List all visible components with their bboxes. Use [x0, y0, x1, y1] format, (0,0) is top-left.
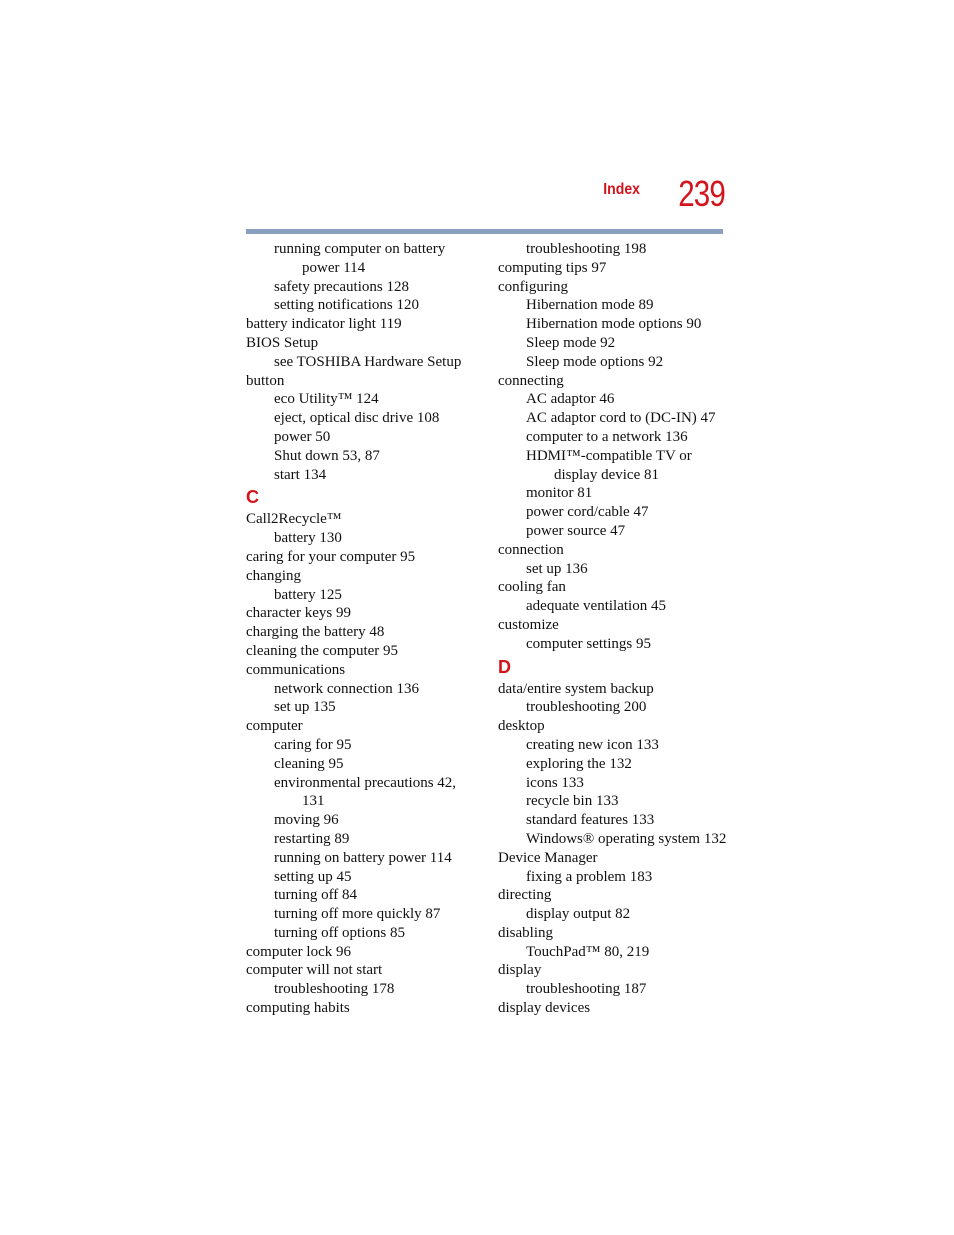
index-subentry: troubleshooting 187	[526, 981, 647, 998]
index-column-left	[246, 240, 486, 1018]
index-subentry: HDMI™-compatible TV or	[526, 447, 692, 464]
index-subentry: Windows® operating system 132	[526, 830, 727, 847]
section-title: Index	[603, 181, 640, 198]
index-entry: character keys 99	[246, 605, 351, 622]
index-subentry: setting notifications 120	[274, 297, 419, 314]
index-entry: caring for your computer 95	[246, 548, 416, 565]
index-subentry: fixing a problem 183	[526, 868, 653, 885]
page-number: 239	[678, 173, 725, 214]
index-subentry: Sleep mode options 92	[526, 353, 664, 370]
index-subentry: monitor 81	[526, 485, 593, 502]
index-subentry: Hibernation mode 89	[526, 297, 654, 314]
index-entry: BIOS Setup	[246, 334, 319, 351]
index-subentry: power cord/cable 47	[526, 504, 649, 521]
index-entry: connection	[498, 541, 564, 558]
index-entry: desktop	[498, 718, 545, 735]
index-subentry: battery 130	[274, 530, 342, 547]
index-entry: button	[246, 372, 285, 389]
header-rule	[246, 229, 723, 234]
index-subentry: TouchPad™ 80, 219	[526, 943, 650, 960]
index-subentry: icons 133	[526, 774, 584, 791]
index-subentry: battery 125	[274, 586, 342, 603]
index-entry: connecting	[498, 372, 564, 389]
index-subentry: set up 135	[274, 699, 336, 716]
index-subentry: power 50	[274, 428, 331, 445]
index-entry: disabling	[498, 924, 553, 941]
index-entry: computing tips 97	[498, 259, 607, 276]
index-subentry: AC adaptor 46	[526, 391, 615, 408]
index-subentry: restarting 89	[274, 830, 350, 847]
index-subentry: power 114	[302, 259, 366, 276]
index-subentry: troubleshooting 200	[526, 699, 647, 716]
index-entry: cleaning the computer 95	[246, 642, 399, 659]
index-entry: battery indicator light 119	[246, 316, 402, 333]
index-subentry: display device 81	[554, 466, 659, 483]
index-entry: display devices	[498, 1000, 591, 1017]
index-entry: computing habits	[246, 1000, 350, 1017]
index-entry: cooling fan	[498, 579, 566, 596]
index-entry: data/entire system backup	[498, 680, 654, 697]
index-subentry: Hibernation mode options 90	[526, 316, 702, 333]
index-subentry: troubleshooting 178	[274, 981, 395, 998]
index-entry: display	[498, 962, 542, 979]
index-entry: directing	[498, 887, 552, 904]
index-subentry: safety precautions 128	[274, 278, 409, 295]
index-subentry: environmental precautions 42,	[274, 774, 457, 791]
index-subentry: troubleshooting 198	[526, 241, 647, 257]
index-entry: communications	[246, 661, 346, 678]
index-subentry: setting up 45	[274, 868, 352, 885]
index-entry: customize	[498, 616, 559, 633]
index-letter-heading: D	[498, 656, 511, 677]
index-subentry: creating new icon 133	[526, 736, 659, 753]
index-subentry: standard features 133	[526, 812, 655, 829]
index-subentry: computer settings 95	[526, 635, 651, 652]
index-subentry: turning off 84	[274, 887, 358, 904]
index-entry: Device Manager	[498, 849, 598, 866]
index-subentry: 131	[302, 793, 325, 810]
index-subentry: adequate ventilation 45	[526, 598, 666, 615]
index-subentry: exploring the 132	[526, 755, 632, 772]
index-letter-heading: C	[246, 487, 259, 508]
index-subentry: eject, optical disc drive 108	[274, 410, 440, 427]
index-entry: computer will not start	[246, 962, 383, 979]
index-subentry: network connection 136	[274, 680, 419, 697]
index-entry: changing	[246, 567, 301, 584]
index-subentry: power source 47	[526, 522, 626, 539]
index-entry: Call2Recycle™	[246, 511, 342, 528]
index-entry: computer	[246, 718, 303, 735]
index-subentry: turning off more quickly 87	[274, 906, 441, 923]
index-subentry: display output 82	[526, 906, 631, 923]
index-subentry: computer to a network 136	[526, 428, 688, 445]
index-subentry: Shut down 53, 87	[274, 447, 380, 464]
index-subentry: start 134	[274, 466, 327, 483]
index-entry: charging the battery 48	[246, 624, 385, 641]
index-subentry: running computer on battery	[274, 241, 446, 257]
index-subentry: caring for 95	[274, 736, 352, 753]
index-subentry: Sleep mode 92	[526, 334, 616, 351]
index-subentry: moving 96	[274, 812, 339, 829]
index-subentry: recycle bin 133	[526, 793, 619, 810]
index-subentry: running on battery power 114	[274, 849, 452, 866]
index-column-right	[498, 240, 738, 1018]
index-entry: configuring	[498, 278, 568, 295]
index-subentry: set up 136	[526, 560, 588, 577]
index-subentry: eco Utility™ 124	[274, 391, 379, 408]
index-subentry: see TOSHIBA Hardware Setup	[274, 353, 462, 370]
index-subentry: AC adaptor cord to (DC-IN) 47	[526, 410, 716, 427]
index-entry: computer lock 96	[246, 943, 351, 960]
index-subentry: cleaning 95	[274, 755, 344, 772]
index-subentry: turning off options 85	[274, 924, 405, 941]
